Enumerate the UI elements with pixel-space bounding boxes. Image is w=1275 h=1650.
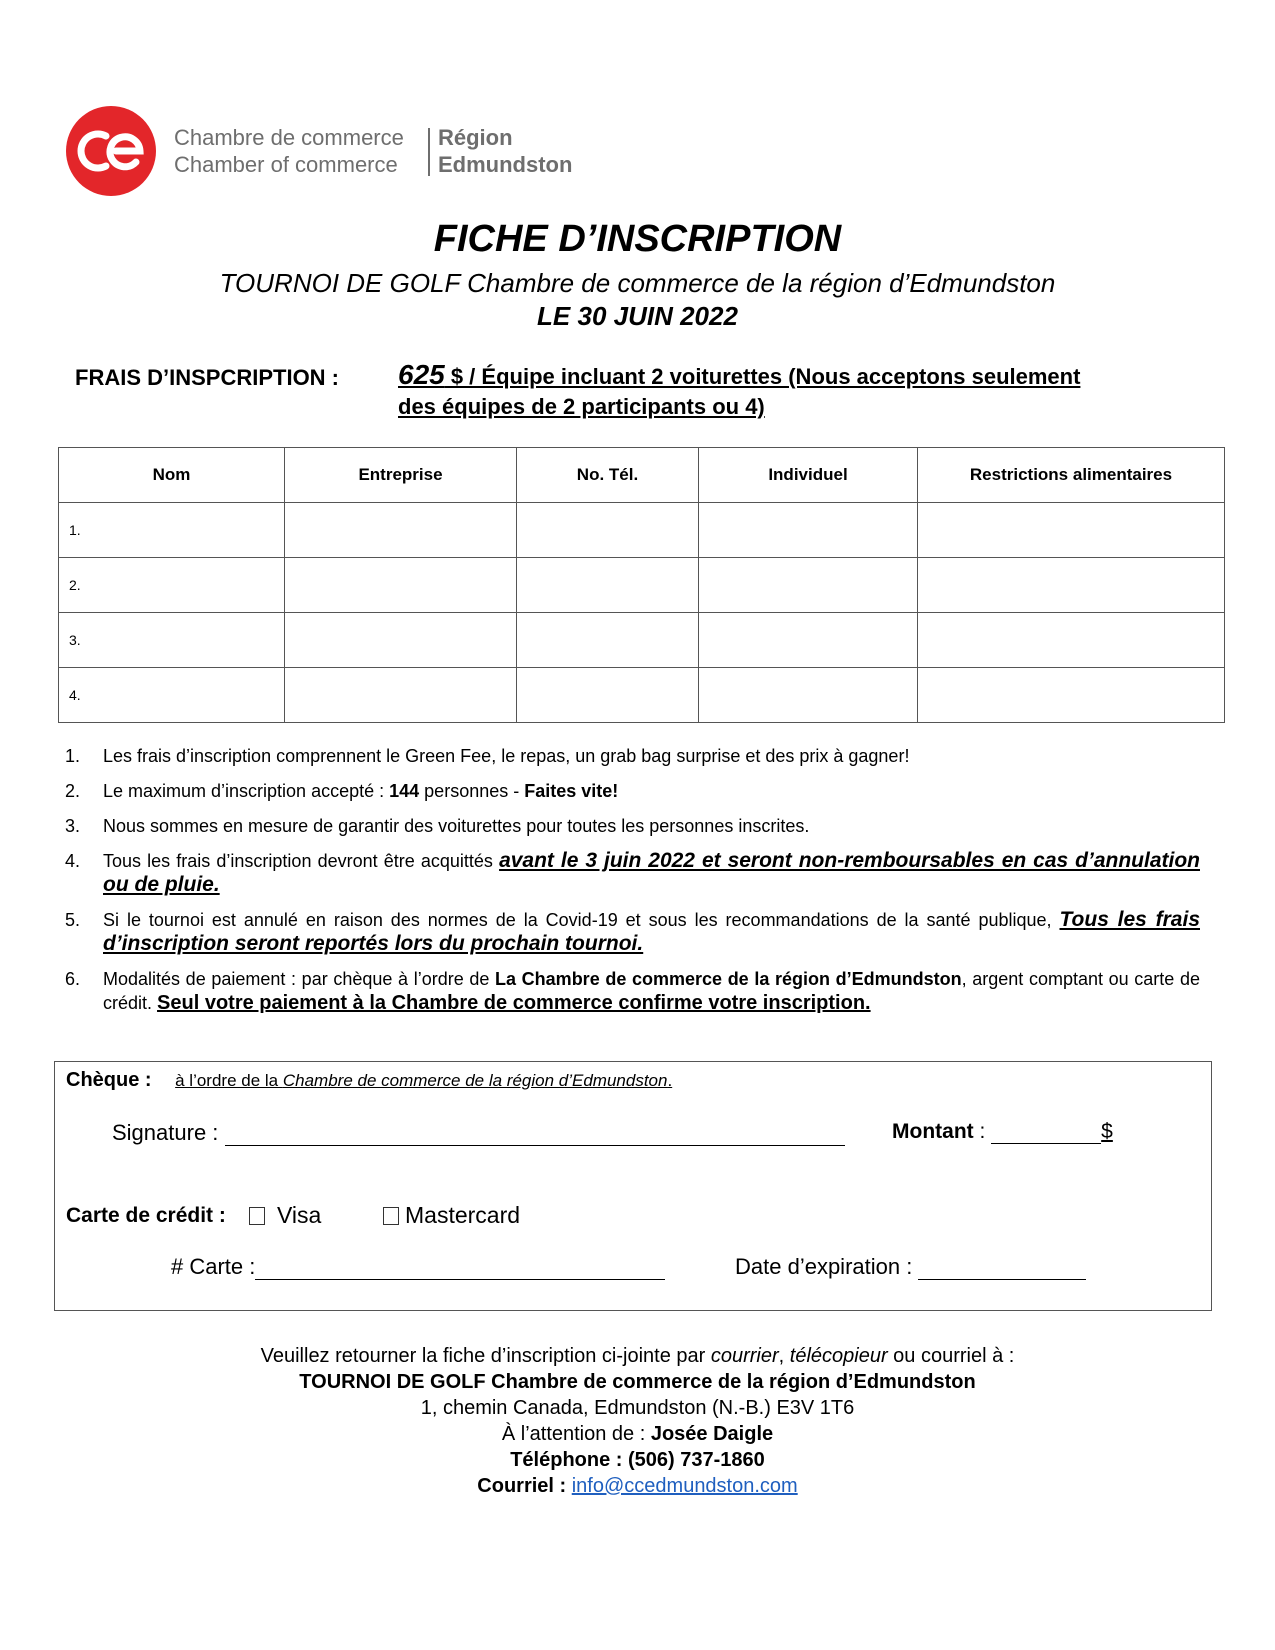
- page-title: FICHE D’INSCRIPTION: [433, 218, 842, 260]
- footer-phone: Téléphone : (506) 737-1860: [510, 1449, 765, 1471]
- list-number: 4.: [65, 851, 81, 871]
- table-row: [59, 503, 1225, 558]
- return-instructions: [0, 1343, 1275, 1499]
- amount-colon: :: [973, 1120, 992, 1143]
- list-item: [65, 849, 1200, 897]
- restrictions-cell[interactable]: [918, 503, 1225, 558]
- note-text: Les frais d’inscription comprennent le Green Fee, le repas, un grab bag surprise et des prix à gagner!: [103, 746, 910, 766]
- header-individuel: Individuel: [699, 448, 918, 503]
- credit-card-label: Carte de crédit :: [66, 1204, 226, 1227]
- mastercard-checkbox[interactable]: [383, 1207, 399, 1225]
- fees-text-line1: $ / Équipe incluant 2 voiturettes (Nous acceptons seulement: [444, 364, 1081, 389]
- signature-label: Signature :: [112, 1120, 225, 1145]
- individuel-cell[interactable]: [699, 503, 918, 558]
- list-number: 2.: [65, 781, 81, 801]
- email-label: Courriel :: [477, 1475, 572, 1497]
- entreprise-cell[interactable]: [285, 613, 517, 668]
- list-number: 1.: [65, 746, 81, 766]
- amount-row: [892, 1120, 1113, 1144]
- event-date: LE 30 JUIN 2022: [537, 301, 738, 331]
- logo-city: Edmundston: [438, 152, 573, 177]
- header-entreprise: Entreprise: [285, 448, 517, 503]
- courier-text: courrier: [710, 1345, 779, 1367]
- postpone-emphasis: Tous les frais d’inscription seront reportés lors du prochain tournoi.: [103, 908, 1200, 955]
- note-text: Le maximum d’inscription accepté :: [103, 781, 390, 801]
- mastercard-label: Mastercard: [405, 1202, 521, 1228]
- individuel-cell[interactable]: [699, 668, 918, 723]
- hurry-text: Faites vite!: [524, 781, 619, 801]
- fees-amount: 625: [398, 359, 445, 390]
- amount-field[interactable]: [991, 1123, 1101, 1144]
- return-line-post: ou courriel à :: [887, 1345, 1015, 1367]
- payment-box: [54, 1061, 1212, 1311]
- footer-org: TOURNOI DE GOLF Chambre de commerce de la région d’Edmundston: [299, 1371, 976, 1393]
- restrictions-cell[interactable]: [918, 668, 1225, 723]
- row-number[interactable]: 3.: [59, 613, 285, 668]
- footer-address: 1, chemin Canada, Edmundston (N.-B.) E3V 1T6: [420, 1397, 855, 1419]
- logo-circle-mark: [66, 106, 156, 196]
- logo-divider: [428, 128, 430, 176]
- restrictions-cell[interactable]: [918, 613, 1225, 668]
- cheque-org: Chambre de commerce de la région d’Edmundston: [282, 1071, 668, 1090]
- telephone-cell[interactable]: [517, 668, 699, 723]
- entreprise-cell[interactable]: [285, 668, 517, 723]
- visa-label: Visa: [277, 1202, 322, 1228]
- expiry-label: Date d’expiration :: [735, 1254, 919, 1279]
- list-item: [65, 814, 1200, 838]
- header-telephone: No. Tél.: [517, 448, 699, 503]
- mastercard-option[interactable]: [383, 1202, 520, 1229]
- header-restrictions: Restrictions alimentaires: [918, 448, 1225, 503]
- signature-field[interactable]: [225, 1125, 845, 1146]
- cheque-end: .: [667, 1071, 673, 1090]
- table-row: [59, 668, 1225, 723]
- cheque-instructions: [175, 1071, 672, 1090]
- footer-attention: [0, 1421, 1275, 1447]
- fees-label: FRAIS D’INSPCRIPTION :: [75, 365, 340, 390]
- list-item: [65, 779, 1200, 803]
- card-number-field[interactable]: [255, 1259, 665, 1280]
- logo-text-left: [174, 124, 404, 178]
- restrictions-cell[interactable]: [918, 558, 1225, 613]
- table-row: [59, 558, 1225, 613]
- footer-email-row: [0, 1473, 1275, 1499]
- page-subtitle: TOURNOI DE GOLF Chambre de commerce de la région d’Edmundston: [219, 268, 1056, 298]
- note-text: Nous sommes en mesure de garantir des voiturettes pour toutes les personnes inscrites.: [103, 816, 810, 836]
- logo-line-fr: Chambre de commerce: [174, 125, 404, 150]
- email-link[interactable]: info@ccedmundston.com: [571, 1475, 798, 1497]
- note-text: personnes -: [419, 781, 525, 801]
- return-line: [0, 1343, 1275, 1369]
- attention-name: Josée Daigle: [650, 1423, 774, 1445]
- chamber-logo: [66, 106, 666, 196]
- amount-label: Montant: [892, 1120, 974, 1143]
- header-nom: Nom: [59, 448, 285, 503]
- payment-confirmation: Seul votre paiement à la Chambre de commerce confirme votre inscription.: [157, 992, 871, 1014]
- note-text: Tous les frais d’inscription devront être acquittés: [103, 851, 500, 871]
- credit-card-row: [66, 1204, 226, 1228]
- row-number[interactable]: 1.: [59, 503, 285, 558]
- list-item: [65, 967, 1200, 1015]
- card-number-row: [171, 1254, 665, 1280]
- deadline-emphasis: avant le 3 juin 2022 et seront non-remboursables en cas d’annulation ou de pluie.: [103, 849, 1200, 896]
- payee-name: La Chambre de commerce de la région d’Edmundston: [495, 969, 962, 989]
- comma-text: ,: [778, 1345, 790, 1367]
- note-text: Modalités de paiement : par chèque à l’ordre de: [103, 969, 496, 989]
- card-number-label: # Carte :: [171, 1254, 256, 1279]
- telephone-cell[interactable]: [517, 613, 699, 668]
- entreprise-cell[interactable]: [285, 558, 517, 613]
- attention-label: À l’attention de :: [501, 1423, 651, 1445]
- table-row: [59, 613, 1225, 668]
- ce-monogram-icon: [66, 106, 156, 196]
- individuel-cell[interactable]: [699, 613, 918, 668]
- individuel-cell[interactable]: [699, 558, 918, 613]
- visa-option[interactable]: [249, 1202, 321, 1229]
- row-number[interactable]: 4.: [59, 668, 285, 723]
- cheque-row: [66, 1069, 672, 1092]
- telephone-cell[interactable]: [517, 503, 699, 558]
- list-number: 3.: [65, 816, 81, 836]
- expiry-row: [735, 1254, 1086, 1280]
- conditions-list: [65, 744, 1200, 1026]
- expiry-field[interactable]: [918, 1259, 1086, 1280]
- return-line-pre: Veuillez retourner la fiche d’inscription ci-jointe par: [260, 1345, 711, 1367]
- cheque-pre: à l’ordre de la: [175, 1071, 283, 1090]
- signature-row: [112, 1120, 845, 1146]
- visa-checkbox[interactable]: [249, 1207, 265, 1225]
- logo-region: Région: [438, 125, 513, 150]
- registration-table: [58, 447, 1225, 723]
- fax-text: télécopieur: [789, 1345, 888, 1367]
- telephone-cell[interactable]: [517, 558, 699, 613]
- table-header-row: [59, 448, 1225, 503]
- note-text: Si le tournoi est annulé en raison des normes de la Covid-19 et sous les recommandations de la santé publique,: [103, 910, 1060, 930]
- fees-text-line2: des équipes de 2 participants ou 4): [398, 394, 765, 419]
- list-number: 5.: [65, 910, 81, 930]
- entreprise-cell[interactable]: [285, 503, 517, 558]
- fees-description: [398, 360, 1198, 422]
- note-text: , argent comptant ou carte de crédit.: [103, 969, 1200, 1013]
- currency-sign: $: [1101, 1120, 1113, 1143]
- row-number[interactable]: 2.: [59, 558, 285, 613]
- max-participants: 144: [389, 781, 420, 801]
- list-number: 6.: [65, 969, 81, 989]
- cheque-label: Chèque :: [66, 1069, 152, 1091]
- list-item: [65, 908, 1200, 956]
- logo-text-right: [438, 124, 572, 178]
- logo-line-en: Chamber of commerce: [174, 152, 398, 177]
- list-item: [65, 744, 1200, 768]
